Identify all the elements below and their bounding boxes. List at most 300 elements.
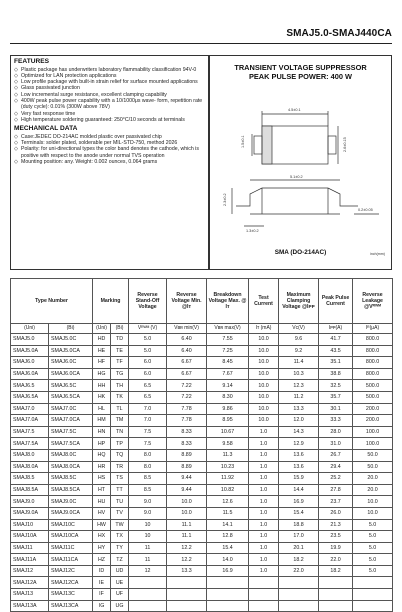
table-cell: 10.0 [353, 496, 393, 508]
table-cell: 8.5 [129, 484, 167, 496]
table-cell: SMAJ7.0 [11, 403, 49, 415]
features-list [14, 67, 205, 124]
table-row [11, 461, 393, 473]
diamond-bullet-icon: ◇ [14, 79, 18, 86]
table-cell: 1.0 [249, 519, 279, 531]
table-cell: 8.0 [129, 449, 167, 461]
table-row [11, 542, 393, 554]
table-cell: 10.0 [249, 391, 279, 403]
table-cell: SMAJ10C [49, 519, 93, 531]
table-cell [129, 589, 167, 601]
list-item: ◇ Optimized for LAN protection applications [14, 72, 117, 79]
table-cell: 12.6 [207, 496, 249, 508]
table-row [11, 403, 393, 415]
table-cell: 9.0 [129, 507, 167, 519]
table-cell [279, 577, 319, 589]
list-item: ◇ Glass passivated junction [14, 85, 80, 92]
table-cell: SMAJ11C [49, 542, 93, 554]
table-cell: 7.0 [129, 403, 167, 415]
table-cell: 50.0 [353, 461, 393, 473]
table-cell: 1.0 [249, 531, 279, 543]
table-cell: 6.5 [129, 391, 167, 403]
table-cell: HR [93, 461, 111, 473]
table-cell: 100.0 [353, 426, 393, 438]
table-cell: HD [93, 334, 111, 346]
table-cell: 23.7 [319, 496, 353, 508]
table-cell: 200.0 [353, 415, 393, 427]
table-cell: SMAJ13C [49, 589, 93, 601]
table-cell: UG [111, 600, 129, 612]
table-cell: 6.5 [129, 380, 167, 392]
table-cell: 10.0 [249, 345, 279, 357]
table-cell: 800.0 [353, 368, 393, 380]
table-cell: SMAJ9.0 [11, 496, 49, 508]
cathode-band [262, 126, 272, 164]
table-cell: SMAJ6.0 [11, 357, 49, 369]
table-cell: UF [111, 589, 129, 601]
table-cell: TG [111, 368, 129, 380]
table-cell: TW [111, 519, 129, 531]
table-cell: 9.14 [207, 380, 249, 392]
table-cell: SMAJ6.0C [49, 357, 93, 369]
table-row [11, 426, 393, 438]
table-cell: 11.3 [207, 449, 249, 461]
table-cell: 14.4 [279, 484, 319, 496]
unit-cell: (Bi) [49, 324, 93, 334]
dim-top-width: 4.5±0.1 [288, 108, 301, 112]
table-cell: 10.0 [249, 380, 279, 392]
table-cell: 8.5 [129, 473, 167, 485]
table-cell: 10.0 [167, 507, 207, 519]
table-cell: 14.3 [279, 426, 319, 438]
table-cell: TR [111, 461, 129, 473]
table-cell [319, 600, 353, 612]
table-row [11, 473, 393, 485]
table-cell: SMAJ7.0CA [49, 415, 93, 427]
table-cell: SMAJ5.0C [49, 334, 93, 346]
table-row [11, 368, 393, 380]
table-cell: HW [93, 519, 111, 531]
table-cell: 6.67 [167, 368, 207, 380]
table-cell: 7.25 [207, 345, 249, 357]
table-cell: HL [93, 403, 111, 415]
table-cell: 8.95 [207, 415, 249, 427]
package-units: inch(mm) [370, 252, 385, 256]
table-cell: TS [111, 473, 129, 485]
table-cell: SMAJ10CA [49, 531, 93, 543]
table-cell: 6.40 [167, 345, 207, 357]
list-item: ◇ 400W peak pulse power capability with a 10/1000μs wave- form, repetition rate (duty cycle): 0.01% (300W above 78V) [14, 97, 203, 111]
col-breakdown-voltage: Breakdown Voltage Max. @ Iᴛ [207, 279, 249, 324]
diamond-bullet-icon: ◇ [14, 66, 18, 73]
table-cell: SMAJ6.5C [49, 380, 93, 392]
table-cell: 800.0 [353, 334, 393, 346]
diamond-bullet-icon: ◇ [14, 72, 18, 79]
table-cell: UE [111, 577, 129, 589]
table-cell: TP [111, 438, 129, 450]
list-item: ◇ High temperature soldering guaranteed: 250°C/10 seconds at terminals [14, 116, 185, 123]
table-cell: TV [111, 507, 129, 519]
table-cell [167, 589, 207, 601]
table-cell: HP [93, 438, 111, 450]
table-cell: TH [111, 380, 129, 392]
table-cell: 9.0 [129, 496, 167, 508]
table-row [11, 577, 393, 589]
diamond-bullet-icon: ◇ [14, 97, 18, 104]
table-cell: 10.0 [249, 403, 279, 415]
table-cell: SMAJ9.0A [11, 507, 49, 519]
col-peak-current: Peak Pulse Current [319, 279, 353, 324]
table-cell: SMAJ7.0A [11, 415, 49, 427]
table-row [11, 438, 393, 450]
table-cell: 26.7 [319, 449, 353, 461]
table-cell: 11.92 [207, 473, 249, 485]
list-item: ◇ Terminals: solder plated, solderable per MIL-STD-750, method 2026 [14, 139, 178, 146]
table-cell: 1.0 [249, 542, 279, 554]
table-row [11, 415, 393, 427]
table-cell: 10.0 [249, 415, 279, 427]
table-cell: 1.0 [249, 496, 279, 508]
table-cell: 27.8 [319, 484, 353, 496]
table-row [11, 357, 393, 369]
table-cell: 18.2 [319, 565, 353, 577]
table-cell: 1.0 [249, 449, 279, 461]
table-cell: HY [93, 542, 111, 554]
dim-mid-width: 5.1±0.2 [290, 175, 303, 179]
table-cell [319, 589, 353, 601]
table-cell: HV [93, 507, 111, 519]
table-cell: 15.4 [207, 542, 249, 554]
table-row [11, 507, 393, 519]
table-cell: SMAJ10A [11, 531, 49, 543]
table-cell: 7.78 [167, 403, 207, 415]
list-item: ◇ Plastic package has underwriters laboratory flammability classification 94V-0 [14, 66, 197, 73]
table-cell: 10.3 [279, 368, 319, 380]
table-cell [279, 600, 319, 612]
table-cell: 14.1 [207, 519, 249, 531]
table-cell: 21.3 [319, 519, 353, 531]
table-cell: HQ [93, 449, 111, 461]
table-cell: 5.0 [129, 334, 167, 346]
table-cell: TE [111, 345, 129, 357]
table-cell: 7.22 [167, 391, 207, 403]
diamond-bullet-icon: ◇ [14, 110, 18, 117]
col-marking: Marking [93, 279, 129, 324]
table-cell: 8.0 [129, 461, 167, 473]
table-cell: 7.5 [129, 426, 167, 438]
table-cell: 15.9 [279, 473, 319, 485]
table-cell: 16.9 [279, 496, 319, 508]
table-cell: 10 [129, 519, 167, 531]
unit-cell: Vᴿᵂᴹ (V) [129, 324, 167, 334]
table-cell: 7.5 [129, 438, 167, 450]
table-cell: TM [111, 415, 129, 427]
table-cell: 5.0 [353, 565, 393, 577]
table-cell [353, 589, 393, 601]
table-cell: SMAJ5.0 [11, 334, 49, 346]
dim-right-height: 2.6±0.15 [343, 137, 347, 152]
table-cell: TL [111, 403, 129, 415]
unit-cell: Vᴄ(V) [279, 324, 319, 334]
table-cell: 1.0 [249, 461, 279, 473]
table-cell: TN [111, 426, 129, 438]
table-cell: 12.9 [279, 438, 319, 450]
table-cell: SMAJ8.0 [11, 449, 49, 461]
table-cell: 11 [129, 542, 167, 554]
table-cell: SMAJ6.5CA [49, 391, 93, 403]
table-cell: 22.0 [319, 554, 353, 566]
units-row [11, 324, 393, 334]
table-cell [353, 600, 393, 612]
list-item: ◇ Mounting position: any. Weight: 0.002 ounces, 0.064 grams [14, 158, 158, 165]
table-cell: SMAJ11A [11, 554, 49, 566]
table-cell: 8.45 [207, 357, 249, 369]
table-cell: TY [111, 542, 129, 554]
table-cell: SMAJ12 [11, 565, 49, 577]
table-cell: 17.0 [279, 531, 319, 543]
col-test-current: Test Current [249, 279, 279, 324]
table-cell: 1.0 [249, 554, 279, 566]
table-cell: 9.86 [207, 403, 249, 415]
table-cell: 13.6 [279, 449, 319, 461]
table-cell: 9.44 [167, 484, 207, 496]
table-cell [167, 600, 207, 612]
table-cell: SMAJ11 [11, 542, 49, 554]
table-cell: 11.2 [279, 391, 319, 403]
package-panel [209, 55, 392, 270]
table-cell: SMAJ12CA [49, 577, 93, 589]
unit-cell: (Uni) [93, 324, 111, 334]
diamond-bullet-icon: ◇ [14, 139, 18, 146]
table-cell: 500.0 [353, 380, 393, 392]
table-cell: 7.55 [207, 334, 249, 346]
table-cell [249, 600, 279, 612]
mechanical-list [14, 134, 205, 165]
table-cell: 11.1 [167, 531, 207, 543]
table-cell: 30.1 [319, 403, 353, 415]
table-cell: SMAJ13A [11, 600, 49, 612]
table-cell [279, 589, 319, 601]
table-row [11, 380, 393, 392]
col-standoff-voltage: Reverse Stand-Off Voltage [129, 279, 167, 324]
table-cell: 5.0 [353, 519, 393, 531]
unit-cell: Iᴛ (mA) [249, 324, 279, 334]
table-cell: TX [111, 531, 129, 543]
unit-cell: Iᴘᴘ(A) [319, 324, 353, 334]
table-cell: 10.0 [353, 507, 393, 519]
table-cell: HZ [93, 554, 111, 566]
table-cell: 8.33 [167, 426, 207, 438]
table-cell [249, 577, 279, 589]
table-cell: 10.0 [249, 368, 279, 380]
table-cell [207, 600, 249, 612]
package-heading: TRANSIENT VOLTAGE SUPPRESSOR PEAK PULSE POWER: 400 W [234, 63, 367, 81]
table-cell [353, 577, 393, 589]
table-cell: 10 [129, 531, 167, 543]
table-cell: SMAJ9.0CA [49, 507, 93, 519]
electrical-characteristics-table [10, 278, 393, 612]
features-panel [10, 55, 209, 270]
table-cell [167, 577, 207, 589]
table-cell: SMAJ9.0C [49, 496, 93, 508]
table-row [11, 345, 393, 357]
table-cell: SMAJ8.0C [49, 449, 93, 461]
table-cell: 18.2 [279, 554, 319, 566]
table-cell: 29.4 [319, 461, 353, 473]
table-row [11, 496, 393, 508]
list-item: ◇ Low incremental surge resistance, excellent clamping capability [14, 91, 167, 98]
table-cell: SMAJ7.0C [49, 403, 93, 415]
table-cell: 9.58 [207, 438, 249, 450]
list-item: ◇ Low profile package with built-in strain relief for surface mounted applications [14, 79, 198, 86]
table-cell: 13.6 [279, 461, 319, 473]
col-type-number: Type Number [11, 279, 93, 324]
table-cell: 35.1 [319, 357, 353, 369]
table-cell: 19.9 [319, 542, 353, 554]
table-cell: SMAJ7.5 [11, 426, 49, 438]
table-row [11, 565, 393, 577]
diamond-bullet-icon: ◇ [14, 146, 18, 153]
table-cell: 41.7 [319, 334, 353, 346]
table-cell: 50.0 [353, 449, 393, 461]
col-reverse-voltage: Reverse Voltage Min. @Iᴛ [167, 279, 207, 324]
table-cell: 13.3 [279, 403, 319, 415]
table-cell: 9.44 [167, 473, 207, 485]
diamond-bullet-icon: ◇ [14, 133, 18, 140]
table-cell: 1.0 [249, 507, 279, 519]
package-name: SMA (DO-214AC) [274, 249, 327, 256]
table-cell: 16.9 [207, 565, 249, 577]
table-cell: 800.0 [353, 357, 393, 369]
table-cell: 23.5 [319, 531, 353, 543]
dim-side-height: 2.3±0.2 [223, 193, 227, 206]
table-row [11, 484, 393, 496]
table-cell: 33.3 [319, 415, 353, 427]
col-reverse-leakage: Reverse Leakage @Vᴿᵂᴹ [353, 279, 393, 324]
table-cell: 20.1 [279, 542, 319, 554]
table-cell: SMAJ13 [11, 589, 49, 601]
table-cell: 43.5 [319, 345, 353, 357]
table-cell: HM [93, 415, 111, 427]
table-cell [207, 577, 249, 589]
table-cell: 12 [129, 565, 167, 577]
dim-left-height: 1.5±0.1 [241, 135, 245, 148]
table-cell: 6.0 [129, 368, 167, 380]
mechanical-heading: MECHANICAL DATA [14, 125, 78, 133]
table-cell: TZ [111, 554, 129, 566]
diamond-bullet-icon: ◇ [14, 91, 18, 98]
table-cell: SMAJ8.5CA [49, 484, 93, 496]
table-cell: 500.0 [353, 391, 393, 403]
table-cell: 6.67 [167, 357, 207, 369]
table-cell: 1.0 [249, 473, 279, 485]
table-cell: 28.0 [319, 426, 353, 438]
table-cell: 10.82 [207, 484, 249, 496]
table-cell: 5.0 [353, 554, 393, 566]
table-cell: 10.67 [207, 426, 249, 438]
table-cell: HU [93, 496, 111, 508]
table-row [11, 531, 393, 543]
table-cell: TT [111, 484, 129, 496]
table-cell: 12.0 [279, 415, 319, 427]
table-cell: 9.6 [279, 334, 319, 346]
table-cell: SMAJ7.5A [11, 438, 49, 450]
table-body [11, 334, 393, 612]
table-cell: HN [93, 426, 111, 438]
unit-cell: Iᴿ(μA) [353, 324, 393, 334]
table-cell [129, 600, 167, 612]
list-item: ◇ Case:JEDEC DO-214AC molded plastic over passivated chip [14, 133, 162, 140]
table-cell: 11.5 [207, 507, 249, 519]
table-cell: TF [111, 357, 129, 369]
table-cell: SMAJ8.0A [11, 461, 49, 473]
table-cell [319, 577, 353, 589]
table-cell: 35.7 [319, 391, 353, 403]
table-cell [129, 577, 167, 589]
table-cell: 11.4 [279, 357, 319, 369]
table-cell: 11 [129, 554, 167, 566]
table-cell: TU [111, 496, 129, 508]
table-cell: 12.8 [207, 531, 249, 543]
table-cell: ID [93, 565, 111, 577]
table-cell: 7.67 [207, 368, 249, 380]
table-cell: SMAJ6.5 [11, 380, 49, 392]
diamond-bullet-icon: ◇ [14, 85, 18, 92]
table-cell: 10.0 [167, 496, 207, 508]
table-cell: SMAJ12A [11, 577, 49, 589]
table-cell: IF [93, 589, 111, 601]
table-cell: 8.89 [167, 461, 207, 473]
table-cell: SMAJ8.5A [11, 484, 49, 496]
table-row [11, 449, 393, 461]
table-cell: 22.0 [279, 565, 319, 577]
table-cell: SMAJ6.0CA [49, 368, 93, 380]
table-cell: 20.0 [353, 484, 393, 496]
table-cell: 9.2 [279, 345, 319, 357]
table-cell [249, 589, 279, 601]
table-cell: 31.0 [319, 438, 353, 450]
unit-cell: (Uni) [11, 324, 49, 334]
list-item: ◇ Very fast response time [14, 110, 76, 117]
table-cell: 38.8 [319, 368, 353, 380]
table-cell: 7.22 [167, 380, 207, 392]
table-cell: TK [111, 391, 129, 403]
table-cell: HE [93, 345, 111, 357]
table-cell: IG [93, 600, 111, 612]
table-cell: HX [93, 531, 111, 543]
table-cell: SMAJ7.5C [49, 426, 93, 438]
table-cell: 10.0 [249, 334, 279, 346]
table-cell: HK [93, 391, 111, 403]
table-cell: HG [93, 368, 111, 380]
table-cell: HS [93, 473, 111, 485]
table-cell: 15.4 [279, 507, 319, 519]
table-cell: HF [93, 357, 111, 369]
table-cell: 18.8 [279, 519, 319, 531]
table-cell: 11.1 [167, 519, 207, 531]
table-cell: SMAJ8.5 [11, 473, 49, 485]
table-cell: SMAJ7.5CA [49, 438, 93, 450]
table-cell: 200.0 [353, 403, 393, 415]
table-cell: 10.23 [207, 461, 249, 473]
diamond-bullet-icon: ◇ [14, 116, 18, 123]
table-cell: 5.0 [353, 542, 393, 554]
table-cell: 32.5 [319, 380, 353, 392]
table-cell: 1.0 [249, 426, 279, 438]
dim-lead-width: 1.3±0.2 [246, 229, 259, 233]
dim-right-thickness: 0.2±0.05 [358, 208, 373, 212]
package-outline-drawing [214, 86, 389, 246]
